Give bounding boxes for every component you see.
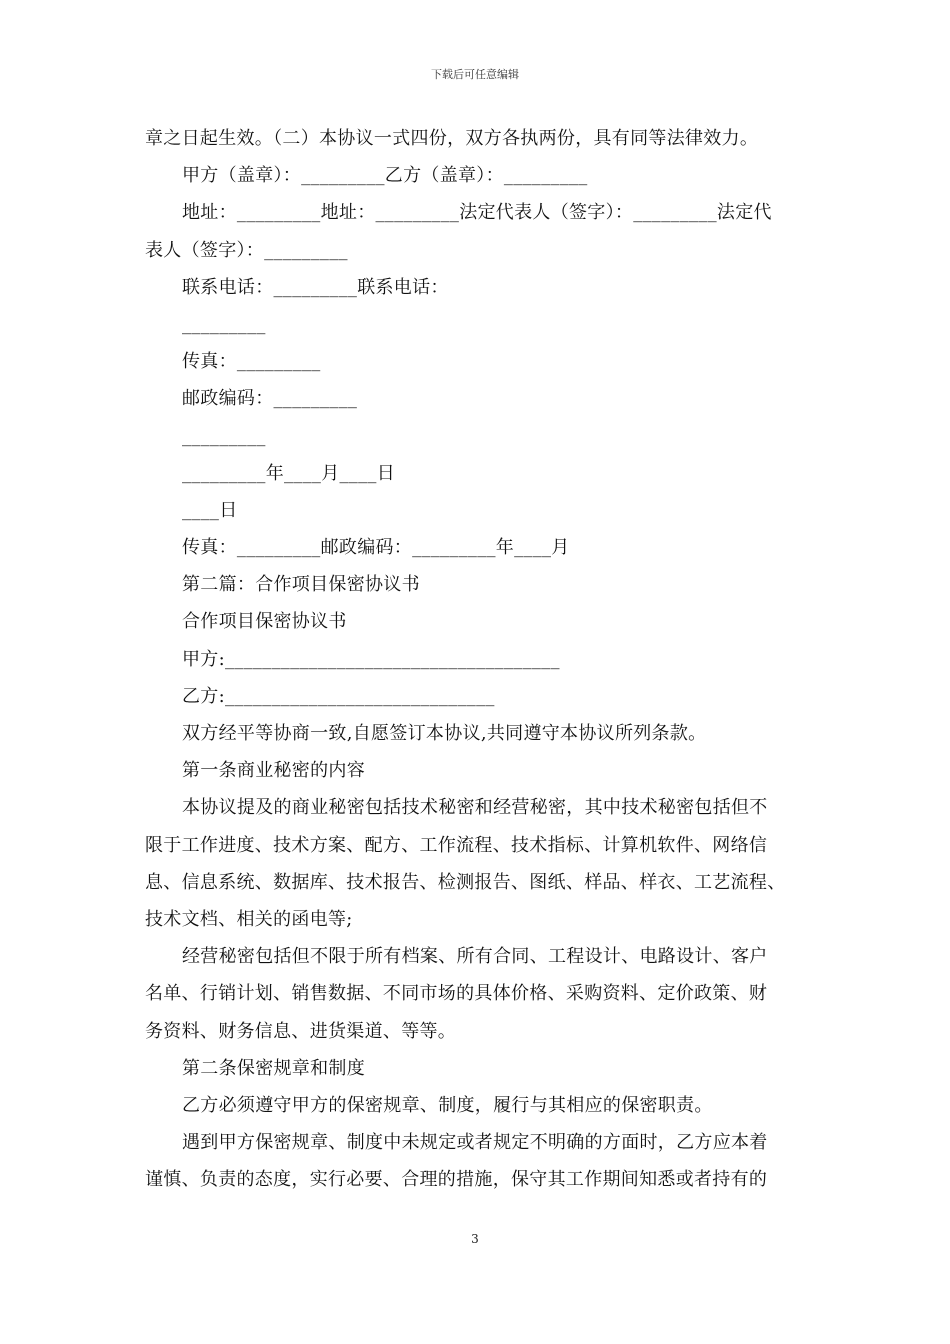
text-line: _________ (182, 313, 266, 335)
text-line: 务资料、财务信息、进货渠道、等等。 (145, 1020, 457, 1042)
text-line: 甲方:____________________________________ (182, 648, 560, 670)
text-line: 第二条保密规章和制度 (182, 1057, 365, 1079)
page-number: 3 (471, 1232, 479, 1246)
document-body (145, 120, 815, 1198)
text-line: 章之日起生效。（二）本协议一式四份，双方各执两份，具有同等法律效力。 (145, 128, 759, 149)
text-line: 双方经平等协商一致,自愿签订本协议,共同遵守本协议所列条款。 (182, 723, 707, 744)
text-line: 甲方（盖章）：_________乙方（盖章）：_________ (182, 165, 588, 187)
text-line: _________年____月____日 (182, 462, 395, 484)
text-line: 传真：_________邮政编码：_________年____月 (182, 537, 570, 559)
text-line: 传真：_________ (182, 351, 321, 373)
text-line: 邮政编码：_________ (182, 388, 358, 410)
text-line: 谨慎、负责的态度，实行必要、合理的措施，保守其工作期间知悉或者持有的 (145, 1169, 768, 1191)
text-line: 联系电话：_________联系电话： (182, 276, 449, 298)
text-line: 遇到甲方保密规章、制度中未规定或者规定不明确的方面时，乙方应本着 (182, 1132, 768, 1154)
text-line: 本协议提及的商业秘密包括技术秘密和经营秘密，其中技术秘密包括但不 (182, 797, 768, 819)
text-line: 乙方必须遵守甲方的保密规章、制度，履行与其相应的保密职责。 (182, 1094, 713, 1116)
text-line: 第一条商业秘密的内容 (182, 760, 365, 782)
text-line: 合作项目保密协议书 (182, 611, 347, 633)
text-line: 技术文档、相关的函电等; (145, 908, 353, 930)
page-header: 下载后可任意编辑 (431, 68, 519, 81)
text-line: 第二篇：合作项目保密协议书 (182, 574, 420, 596)
text-line: _________ (182, 425, 266, 447)
text-line: 息、信息系统、数据库、技术报告、检测报告、图纸、样品、样衣、工艺流程、 (145, 871, 786, 893)
text-line: 乙方:_____________________________ (182, 685, 495, 707)
text-line: 限于工作进度、技术方案、配方、工作流程、技术指标、计算机软件、网络信 (145, 834, 768, 856)
text-line: 表人（签字）：_________ (145, 239, 348, 261)
text-line: ____日 (182, 499, 238, 521)
text-line: 经营秘密包括但不限于所有档案、所有合同、工程设计、电路设计、客户 (182, 946, 768, 968)
text-line: 名单、行销计划、销售数据、不同市场的具体价格、采购资料、定价政策、财 (145, 983, 768, 1005)
text-line: 地址：_________地址：_________法定代表人（签字）：_________法定代 (182, 202, 772, 224)
